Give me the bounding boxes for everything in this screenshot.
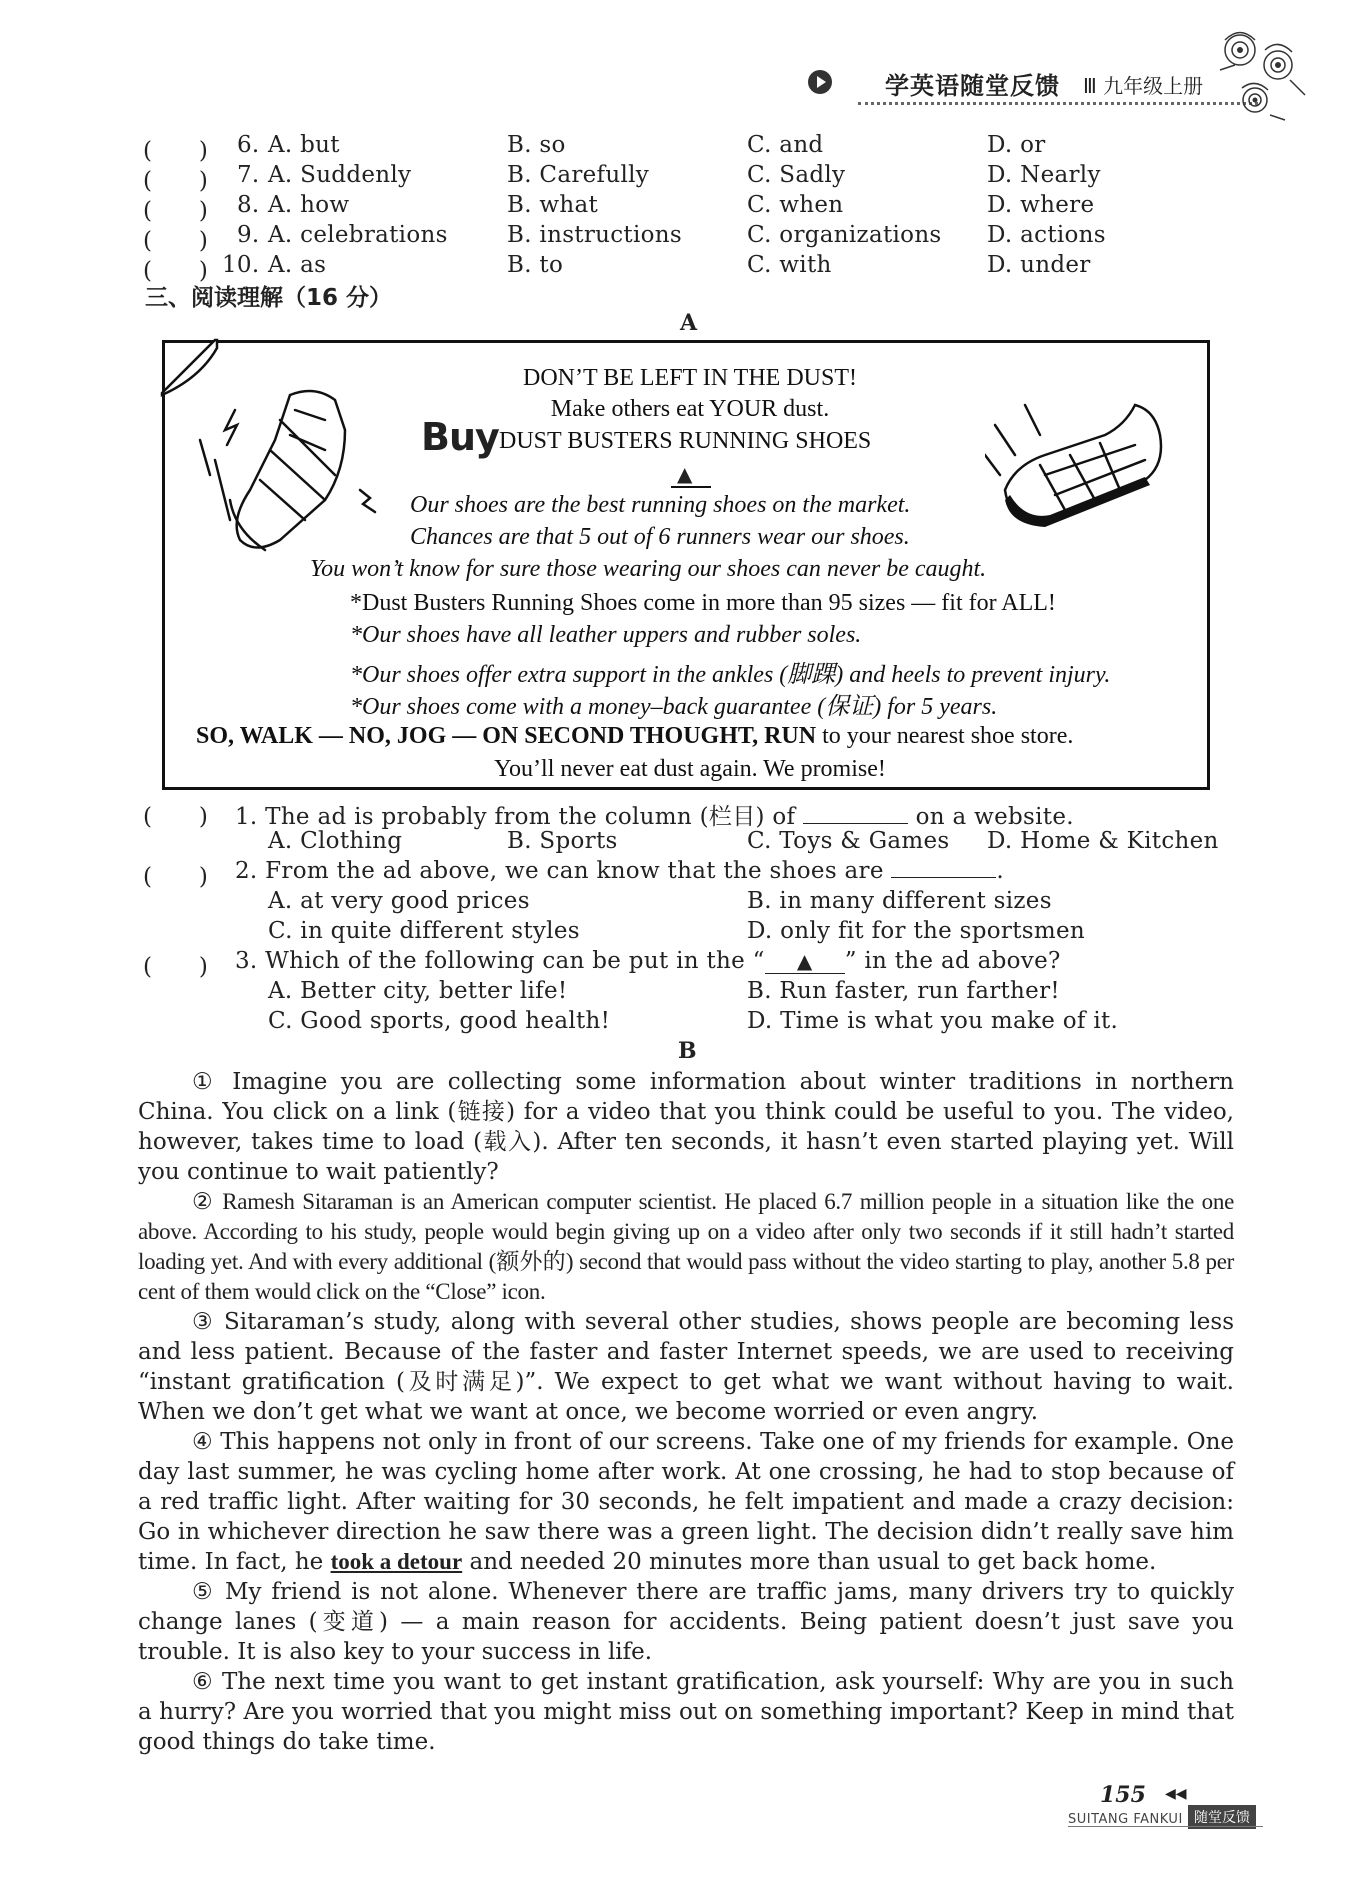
ad-feature-line: *Our shoes have all leather uppers and rubber soles. <box>350 622 862 648</box>
option-d: D. Time is what you make of it. <box>747 1008 1119 1034</box>
flower-decoration-icon <box>1210 20 1315 130</box>
option-b: B. to <box>507 252 564 278</box>
answer-paren[interactable]: ( ) <box>143 804 209 830</box>
ad-italic-line: Our shoes are the best running shoes on the market. <box>410 492 911 518</box>
ad-product-name: DUST BUSTERS RUNNING SHOES <box>499 428 872 454</box>
option-d: D. Home & Kitchen <box>987 828 1219 854</box>
section-title: 三、阅读理解（16 分） <box>145 285 393 311</box>
option-b: B. Sports <box>507 828 618 854</box>
answer-paren[interactable]: ( ) <box>143 228 209 254</box>
question-number: 8. <box>237 192 260 218</box>
option-d: D. Nearly <box>987 162 1101 188</box>
play-icon <box>808 70 832 94</box>
option-c: C. in quite different styles <box>268 918 580 944</box>
paragraph-1: ① Imagine you are collecting some information about winter traditions in northern China. You click on a link (链接) for a video that you think could be useful to you. The video, however, takes time to load (载入). After ten seconds, it hasn’t even started playing yet. Will you continue to wait patiently? <box>138 1069 1234 1185</box>
answer-paren[interactable]: ( ) <box>143 168 209 194</box>
book-subtitle: Ⅲ 九年级上册 <box>1083 74 1204 98</box>
option-d: D. under <box>987 252 1091 278</box>
answer-paren[interactable]: ( ) <box>143 258 209 284</box>
ad-feature-line: *Dust Busters Running Shoes come in more than 95 sizes — fit for ALL! <box>350 590 1056 616</box>
question-number: 9. <box>237 222 260 248</box>
paragraph-6: ⑥ The next time you want to get instant gratification, ask yourself: Why are you in such a hurry? Are you worried that you might miss out on something important? Keep in mind that good things do take time. <box>138 1669 1234 1755</box>
option-c: C. with <box>747 252 832 278</box>
option-d: D. actions <box>987 222 1106 248</box>
paragraph-5: ⑤ My friend is not alone. Whenever there are traffic jams, many drivers try to quickly change lanes (变道) — a main reason for accidents. Being patient doesn’t just save you trouble. It is also key to your success in life. <box>138 1579 1234 1665</box>
option-b: B. so <box>507 132 566 158</box>
underlined-phrase: took a detour <box>330 1549 463 1574</box>
option-a: A. Suddenly <box>268 162 412 188</box>
ad-blank-line <box>671 486 711 488</box>
footer-pinyin: SUITANG FANKUI <box>1068 1812 1183 1827</box>
option-d: D. where <box>987 192 1095 218</box>
ad-headline: DON’T BE LEFT IN THE DUST! <box>523 365 857 391</box>
answer-paren[interactable]: ( ) <box>143 954 209 980</box>
question-1: 1. The ad is probably from the column (栏目) of on a website. <box>235 804 1074 830</box>
question-number: 7. <box>237 162 260 188</box>
option-c: C. organizations <box>747 222 942 248</box>
question-number: 6. <box>237 132 260 158</box>
option-d: D. or <box>987 132 1046 158</box>
question-2: 2. From the ad above, we can know that the shoes are . <box>235 858 1005 884</box>
option-a: A. but <box>268 132 340 158</box>
option-b: B. instructions <box>507 222 682 248</box>
option-c: C. Toys & Games <box>747 828 950 854</box>
option-c: C. and <box>747 132 824 158</box>
answer-paren[interactable]: ( ) <box>143 198 209 224</box>
footer-label: 随堂反馈 <box>1188 1805 1256 1829</box>
option-b: B. in many different sizes <box>747 888 1052 914</box>
option-c: C. Good sports, good health! <box>268 1008 611 1034</box>
option-a: A. Better city, better life! <box>268 978 568 1004</box>
option-a: A. celebrations <box>268 222 448 248</box>
ad-closing-line: SO, WALK — NO, JOG — ON SECOND THOUGHT, RUN to your nearest shoe store. <box>196 723 1074 749</box>
passage-b-label: B <box>678 1038 697 1064</box>
ad-subheadline: Make others eat YOUR dust. <box>550 396 830 422</box>
question-number: 10. <box>222 252 260 278</box>
option-a: A. how <box>268 192 350 218</box>
ad-feature-line: *Our shoes come with a money–back guarantee (保证) for 5 years. <box>350 694 998 720</box>
paragraph-4: ④ This happens not only in front of our screens. Take one of my friends for example. One day last summer, he was cycling home after work. At one crossing, he had to stop because of a red traffic light. After waiting for 30 seconds, he felt impatient and made a crazy decision: Go in whichever direction he saw there was a green light. The decision didn’t really save him time. In fact, he took a detour and needed 20 minutes more than usual to get back home. <box>138 1429 1234 1575</box>
option-c: C. Sadly <box>747 162 846 188</box>
ad-italic-line: Chances are that 5 out of 6 runners wear our shoes. <box>410 524 910 550</box>
ad-blank-triangle: ▲ <box>677 462 693 486</box>
option-b: B. Carefully <box>507 162 650 188</box>
ad-promise: You’ll never eat dust again. We promise! <box>494 756 886 782</box>
ad-feature-line: *Our shoes offer extra support in the ankles (脚踝) and heels to prevent injury. <box>350 662 1111 688</box>
option-a: A. at very good prices <box>268 888 530 914</box>
question-3: 3. Which of the following can be put in the “ ▲ ” in the ad above? <box>235 948 1061 974</box>
answer-paren[interactable]: ( ) <box>143 864 209 890</box>
page-arrow-icon: ◀◀ <box>1165 1786 1187 1802</box>
passage-b-body <box>138 1067 1234 1757</box>
paragraph-2: ② Ramesh Sitaraman is an American computer scientist. He placed 6.7 million people in a situation like the one above. According to his study, people would begin giving up on a video after only two seconds if it still hadn’t started loading yet. And with every additional (额外的) second that would pass without the video starting to play, another 5.8 per cent of them would click on the “Close” icon. <box>138 1189 1234 1304</box>
book-title: 学英语随堂反馈 <box>885 72 1060 100</box>
option-a: A. Clothing <box>268 828 403 854</box>
answer-paren[interactable]: ( ) <box>143 138 209 164</box>
option-b: B. Run faster, run farther! <box>747 978 1060 1004</box>
option-d: D. only fit for the sportsmen <box>747 918 1085 944</box>
option-a: A. as <box>268 252 327 278</box>
option-b: B. what <box>507 192 599 218</box>
page-number: 155 <box>1100 1782 1146 1808</box>
paragraph-3: ③ Sitaraman’s study, along with several other studies, shows people are becoming less and less patient. Because of the faster and faster Internet speeds, we are used to receiving “instant gratification (及时满足)”. We expect to get what we want without having to wait. When we don’t get what we want at once, we become worried or even angry. <box>138 1309 1234 1425</box>
ad-buy-word: Buy <box>421 415 499 459</box>
ad-italic-line: You won’t know for sure those wearing our shoes can never be caught. <box>310 556 987 582</box>
footer-rule <box>1068 1826 1263 1827</box>
option-c: C. when <box>747 192 844 218</box>
header-divider <box>858 102 1258 105</box>
passage-a-label: A <box>680 310 698 336</box>
